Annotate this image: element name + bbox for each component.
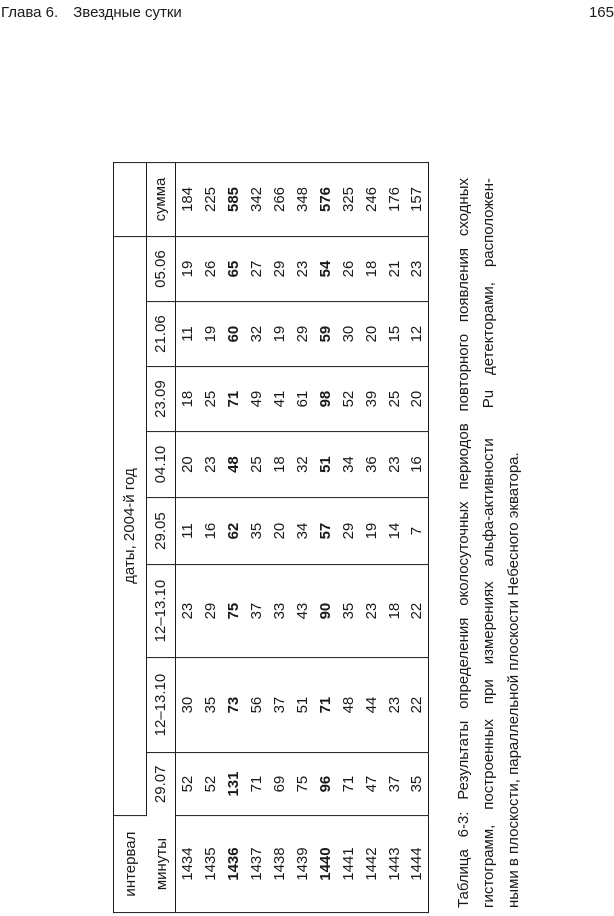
- value-cell: 51: [291, 658, 314, 753]
- minute-cell: 1442: [362, 847, 380, 881]
- sum-cell: 246: [360, 163, 383, 237]
- value-cell: 19: [199, 302, 222, 367]
- value-cell: 57: [314, 498, 337, 565]
- value-cell: 19: [360, 498, 383, 565]
- minute-cell: 1440: [316, 847, 334, 881]
- value-cell: 73: [222, 658, 245, 753]
- value-cell: 75: [291, 753, 314, 816]
- minute-cell: 1443: [385, 847, 403, 881]
- table-row: [245, 163, 268, 913]
- value-cell: 23: [360, 565, 383, 658]
- sum-cell: 325: [337, 163, 360, 237]
- value-cell: 52: [337, 367, 360, 432]
- table-row: [268, 163, 291, 913]
- table-header-row1: [114, 163, 147, 913]
- value-cell: 131: [222, 753, 245, 816]
- table-row: [360, 163, 383, 913]
- column-header-date: 29.07: [146, 753, 175, 816]
- value-cell: 15: [383, 302, 406, 367]
- value-cell: 34: [291, 498, 314, 565]
- minute-cell: 1444: [408, 847, 426, 881]
- value-cell: 48: [222, 432, 245, 498]
- value-cell: 26: [337, 237, 360, 302]
- value-cell: 11: [176, 302, 199, 367]
- value-cell: 19: [176, 237, 199, 302]
- minutes-label: минуты: [152, 838, 170, 891]
- value-cell: 35: [406, 753, 429, 816]
- value-cell: 62: [222, 498, 245, 565]
- table-row: [314, 163, 337, 913]
- value-cell: 18: [360, 237, 383, 302]
- value-cell: 20: [406, 367, 429, 432]
- value-cell: 23: [291, 237, 314, 302]
- table-row: [406, 163, 429, 913]
- column-header-date: 23.09: [146, 367, 175, 432]
- value-cell: 20: [176, 432, 199, 498]
- value-cell: 96: [314, 753, 337, 816]
- chapter-label: Глава 6.: [1, 4, 59, 21]
- value-cell: 21: [383, 237, 406, 302]
- value-cell: 90: [314, 565, 337, 658]
- value-cell: 7: [406, 498, 429, 565]
- column-header-date: 12–13.10: [146, 658, 175, 753]
- value-cell: 23: [383, 658, 406, 753]
- value-cell: 60: [222, 302, 245, 367]
- minute-cell: 1436: [224, 847, 242, 881]
- value-cell: 43: [291, 565, 314, 658]
- caption-line: гистограмм, построенных при измерениях альфа-активности Pu детекторами, расположен-: [480, 178, 497, 908]
- value-cell: 75: [222, 565, 245, 658]
- column-header-date: 05.06: [146, 237, 175, 302]
- value-cell: 22: [406, 658, 429, 753]
- minute-cell: 1439: [293, 847, 311, 881]
- caption-line: Таблица 6-3: Результаты определения околосуточных периодов повторного появления сходных: [455, 178, 472, 908]
- column-header-date: 21.06: [146, 302, 175, 367]
- rotated-caption-container: [451, 178, 529, 908]
- sum-cell: 348: [291, 163, 314, 237]
- column-header-date: 12–13.10: [146, 565, 175, 658]
- caption-line: ными в плоскости, параллельной плоскости Небесного экватора.: [505, 452, 522, 908]
- value-cell: 56: [245, 658, 268, 753]
- column-header-date: 29.05: [146, 498, 175, 565]
- data-table: [113, 162, 429, 913]
- value-cell: 34: [337, 432, 360, 498]
- value-cell: 37: [245, 565, 268, 658]
- value-cell: 44: [360, 658, 383, 753]
- minute-cell: 1434: [178, 847, 196, 881]
- table-row: [176, 163, 199, 913]
- value-cell: 35: [337, 565, 360, 658]
- value-cell: 69: [268, 753, 291, 816]
- minute-cell: 1437: [247, 847, 265, 881]
- value-cell: 16: [406, 432, 429, 498]
- value-cell: 23: [176, 565, 199, 658]
- value-cell: 25: [245, 432, 268, 498]
- value-cell: 32: [291, 432, 314, 498]
- table-caption: [451, 178, 526, 908]
- value-cell: 71: [222, 367, 245, 432]
- value-cell: 71: [314, 658, 337, 753]
- value-cell: 29: [337, 498, 360, 565]
- value-cell: 23: [406, 237, 429, 302]
- value-cell: 48: [337, 658, 360, 753]
- value-cell: 22: [406, 565, 429, 658]
- value-cell: 19: [268, 302, 291, 367]
- value-cell: 37: [268, 658, 291, 753]
- page-number: 165: [588, 4, 614, 21]
- chapter-title: Звездные сутки: [73, 4, 182, 21]
- value-cell: 18: [383, 565, 406, 658]
- value-cell: 35: [199, 658, 222, 753]
- sum-cell: 184: [176, 163, 199, 237]
- column-header-sum: сумма: [146, 163, 175, 237]
- value-cell: 20: [360, 302, 383, 367]
- value-cell: 25: [199, 367, 222, 432]
- value-cell: 51: [314, 432, 337, 498]
- table-row: [337, 163, 360, 913]
- value-cell: 54: [314, 237, 337, 302]
- value-cell: 36: [360, 432, 383, 498]
- table-row: [291, 163, 314, 913]
- interval-label: интервал: [122, 831, 139, 897]
- column-header-date: 04.10: [146, 432, 175, 498]
- value-cell: 71: [337, 753, 360, 816]
- running-head: [1, 4, 182, 21]
- value-cell: 26: [199, 237, 222, 302]
- dates-span-header: даты, 2004-й год: [114, 237, 147, 816]
- value-cell: 23: [383, 432, 406, 498]
- value-cell: 41: [268, 367, 291, 432]
- sum-cell: 266: [268, 163, 291, 237]
- value-cell: 35: [245, 498, 268, 565]
- value-cell: 25: [383, 367, 406, 432]
- value-cell: 52: [199, 753, 222, 816]
- minute-cell: 1438: [270, 847, 288, 881]
- value-cell: 29: [268, 237, 291, 302]
- value-cell: 12: [406, 302, 429, 367]
- sum-cell: 225: [199, 163, 222, 237]
- empty-header-cell: [114, 163, 147, 237]
- value-cell: 65: [222, 237, 245, 302]
- column-header-interval: [114, 816, 176, 913]
- value-cell: 29: [291, 302, 314, 367]
- value-cell: 29: [199, 565, 222, 658]
- sum-cell: 157: [406, 163, 429, 237]
- value-cell: 59: [314, 302, 337, 367]
- value-cell: 49: [245, 367, 268, 432]
- value-cell: 27: [245, 237, 268, 302]
- value-cell: 52: [176, 753, 199, 816]
- table-row: [222, 163, 245, 913]
- sum-cell: 585: [222, 163, 245, 237]
- value-cell: 11: [176, 498, 199, 565]
- value-cell: 14: [383, 498, 406, 565]
- sum-cell: 576: [314, 163, 337, 237]
- sum-cell: 342: [245, 163, 268, 237]
- value-cell: 23: [199, 432, 222, 498]
- value-cell: 47: [360, 753, 383, 816]
- value-cell: 30: [337, 302, 360, 367]
- value-cell: 20: [268, 498, 291, 565]
- minute-cell: 1441: [339, 847, 357, 881]
- rotated-table-container: [113, 162, 430, 913]
- minute-cell: 1435: [201, 847, 219, 881]
- value-cell: 71: [245, 753, 268, 816]
- value-cell: 18: [176, 367, 199, 432]
- value-cell: 39: [360, 367, 383, 432]
- table-header-row2: [146, 163, 175, 913]
- value-cell: 18: [268, 432, 291, 498]
- value-cell: 16: [199, 498, 222, 565]
- value-cell: 33: [268, 565, 291, 658]
- value-cell: 37: [383, 753, 406, 816]
- value-cell: 98: [314, 367, 337, 432]
- table-row: [383, 163, 406, 913]
- table-row: [199, 163, 222, 913]
- value-cell: 61: [291, 367, 314, 432]
- value-cell: 30: [176, 658, 199, 753]
- value-cell: 32: [245, 302, 268, 367]
- sum-cell: 176: [383, 163, 406, 237]
